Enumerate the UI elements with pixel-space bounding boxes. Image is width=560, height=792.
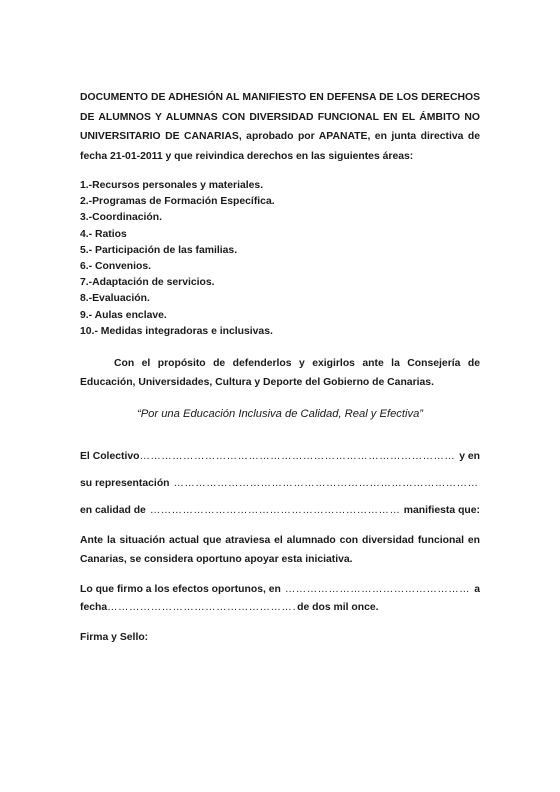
date-blank[interactable] — [107, 600, 297, 616]
situation-paragraph: Ante la situación actual que atraviesa el alumnado con diversidad funcional en Canarias, se considera oportuno apoyar esta iniciativa. — [80, 534, 480, 566]
list-item: 10.- Medidas integradoras e inclusivas. — [80, 325, 273, 337]
list-item: 7.-Adaptación de servicios. — [80, 277, 215, 289]
list-item: 8.-Evaluación. — [80, 293, 150, 305]
place-blank[interactable] — [281, 582, 471, 598]
representation-label: su representación — [80, 477, 170, 489]
sign-suffix: a — [474, 583, 480, 595]
list-item: 4.- Ratios — [80, 228, 127, 240]
collective-blank[interactable] — [139, 449, 456, 465]
capacity-field-line[interactable] — [80, 503, 480, 519]
list-item: 2.-Programas de Formación Específica. — [80, 196, 275, 208]
collective-suffix: y en — [459, 450, 480, 462]
representation-blank[interactable] — [170, 476, 480, 492]
list-item: 1.-Recursos personales y materiales. — [80, 180, 264, 191]
sign-date-line[interactable] — [80, 600, 480, 616]
representation-field-line[interactable] — [80, 476, 480, 492]
list-item: 9.- Aulas enclave. — [80, 309, 167, 321]
collective-label: El Colectivo — [80, 450, 140, 462]
document-page — [80, 88, 480, 646]
date-suffix: de dos mil once. — [297, 601, 379, 613]
list-item: 3.-Coordinación. — [80, 212, 162, 224]
signature-label: Firma y Sello: — [80, 631, 149, 643]
list-item: 5.- Participación de las familias. — [80, 244, 238, 256]
purpose-paragraph: Con el propósito de defenderlos y exigirlos ante la Consejería de Educación, Universidades, Cultura y Deporte del Gobierno de Canarias. — [80, 357, 480, 389]
date-prefix: fecha — [80, 601, 108, 613]
slogan: “Por una Educación Inclusiva de Calidad, Real y Efectiva” — [136, 407, 424, 420]
collective-field-line[interactable] — [80, 449, 480, 465]
capacity-label: en calidad de — [80, 504, 146, 516]
capacity-blank[interactable] — [146, 503, 401, 519]
capacity-suffix: manifiesta que: — [403, 504, 480, 516]
list-item: 6.- Convenios. — [80, 260, 152, 272]
intro-paragraph: DOCUMENTO DE ADHESIÓN AL MANIFIESTO EN DEFENSA DE LOS DERECHOS DE ALUMNOS Y ALUMNAS CON DIVERSIDAD FUNCIONAL EN EL ÁMBITO NO UNIVERSITARIO DE CANARIAS, aprobado por APANATE, en junta directiva de fecha 21-01-2011 y que reivindica derechos en las siguientes áreas: — [80, 92, 480, 162]
areas-list — [80, 178, 480, 340]
sign-place-line[interactable] — [80, 582, 480, 598]
sign-prefix: Lo que firmo a los efectos oportunos, en — [80, 583, 281, 595]
